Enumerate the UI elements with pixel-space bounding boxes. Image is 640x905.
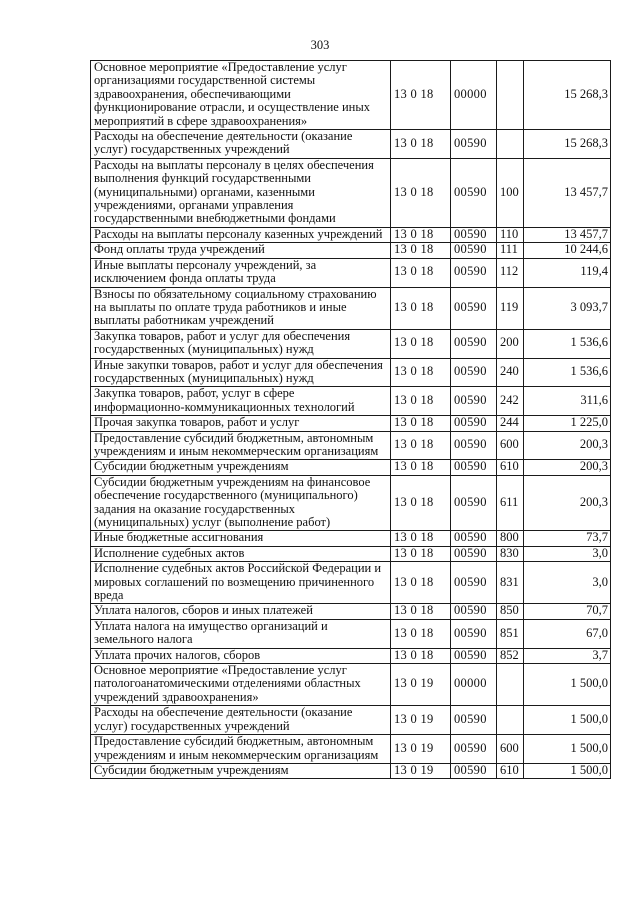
table-row xyxy=(91,158,611,227)
expense-type-code-cell: 800 xyxy=(497,531,524,546)
expense-direction-code-cell: 00590 xyxy=(451,287,497,329)
target-article-code-cell: 13 0 18 xyxy=(391,227,451,242)
target-article-code-cell: 13 0 18 xyxy=(391,619,451,648)
amount-cell: 67,0 xyxy=(524,619,611,648)
expense-direction-code-cell: 00590 xyxy=(451,158,497,227)
expense-type-code-cell: 100 xyxy=(497,158,524,227)
target-article-code-cell: 13 0 18 xyxy=(391,158,451,227)
target-article-code-cell: 13 0 19 xyxy=(391,664,451,706)
target-article-code-cell: 13 0 18 xyxy=(391,460,451,475)
amount-cell: 1 225,0 xyxy=(524,416,611,431)
expense-direction-code-cell: 00590 xyxy=(451,387,497,416)
budget-table xyxy=(90,60,611,779)
table-row xyxy=(91,358,611,387)
expense-direction-code-cell: 00590 xyxy=(451,648,497,663)
table-row xyxy=(91,604,611,619)
expense-type-code-cell: 850 xyxy=(497,604,524,619)
expense-type-code-cell: 111 xyxy=(497,243,524,258)
expense-direction-code-cell: 00590 xyxy=(451,329,497,358)
amount-cell: 13 457,7 xyxy=(524,158,611,227)
target-article-code-cell: 13 0 18 xyxy=(391,531,451,546)
amount-cell: 15 268,3 xyxy=(524,61,611,130)
table-row xyxy=(91,619,611,648)
expense-type-code-cell: 200 xyxy=(497,329,524,358)
row-name-cell: Закупка товаров, работ, услуг в сфере информационно-коммуникационных технологий xyxy=(91,387,391,416)
expense-direction-code-cell: 00590 xyxy=(451,243,497,258)
table-row xyxy=(91,531,611,546)
row-name-cell: Иные бюджетные ассигнования xyxy=(91,531,391,546)
amount-cell: 70,7 xyxy=(524,604,611,619)
table-row xyxy=(91,562,611,604)
row-name-cell: Прочая закупка товаров, работ и услуг xyxy=(91,416,391,431)
row-name-cell: Фонд оплаты труда учреждений xyxy=(91,243,391,258)
row-name-cell: Исполнение судебных актов xyxy=(91,546,391,561)
table-row xyxy=(91,460,611,475)
expense-direction-code-cell: 00590 xyxy=(451,531,497,546)
table-row xyxy=(91,61,611,130)
expense-type-code-cell xyxy=(497,706,524,735)
expense-direction-code-cell: 00590 xyxy=(451,763,497,778)
amount-cell: 3,0 xyxy=(524,562,611,604)
row-name-cell: Иные выплаты персоналу учреждений, за исключением фонда оплаты труда xyxy=(91,258,391,287)
amount-cell: 15 268,3 xyxy=(524,130,611,159)
row-name-cell: Расходы на выплаты персоналу в целях обеспечения выполнения функций государственными (муниципальными) органами, казенными учреждениями, органами управления государственными внебюджетными фондами xyxy=(91,158,391,227)
amount-cell: 200,3 xyxy=(524,460,611,475)
row-name-cell: Расходы на обеспечение деятельности (оказание услуг) государственных учреждений xyxy=(91,706,391,735)
table-row xyxy=(91,735,611,764)
row-name-cell: Предоставление субсидий бюджетным, автономным учреждениям и иным некоммерческим организациям xyxy=(91,735,391,764)
row-name-cell: Основное мероприятие «Предоставление услуг организациями государственной системы здравоохранения, обеспечивающими функционирование отрасли, и осуществление иных мероприятий в сфере здравоохранения» xyxy=(91,61,391,130)
target-article-code-cell: 13 0 18 xyxy=(391,258,451,287)
row-name-cell: Основное мероприятие «Предоставление услуг патологоанатомическими отделениями областных учреждений здравоохранения» xyxy=(91,664,391,706)
target-article-code-cell: 13 0 19 xyxy=(391,706,451,735)
table-row xyxy=(91,130,611,159)
row-name-cell: Расходы на обеспечение деятельности (оказание услуг) государственных учреждений xyxy=(91,130,391,159)
expense-type-code-cell: 242 xyxy=(497,387,524,416)
amount-cell: 1 500,0 xyxy=(524,706,611,735)
expense-direction-code-cell: 00590 xyxy=(451,258,497,287)
table-row xyxy=(91,664,611,706)
expense-type-code-cell: 244 xyxy=(497,416,524,431)
expense-type-code-cell: 830 xyxy=(497,546,524,561)
row-name-cell: Уплата налога на имущество организаций и земельного налога xyxy=(91,619,391,648)
amount-cell: 1 500,0 xyxy=(524,664,611,706)
row-name-cell: Субсидии бюджетным учреждениям xyxy=(91,460,391,475)
expense-direction-code-cell: 00590 xyxy=(451,735,497,764)
expense-direction-code-cell: 00590 xyxy=(451,604,497,619)
table-row xyxy=(91,706,611,735)
row-name-cell: Закупка товаров, работ и услуг для обеспечения государственных (муниципальных) нужд xyxy=(91,329,391,358)
page-number: 303 xyxy=(310,38,330,52)
expense-direction-code-cell: 00590 xyxy=(451,130,497,159)
amount-cell: 3 093,7 xyxy=(524,287,611,329)
table-row xyxy=(91,546,611,561)
amount-cell: 311,6 xyxy=(524,387,611,416)
target-article-code-cell: 13 0 18 xyxy=(391,546,451,561)
target-article-code-cell: 13 0 19 xyxy=(391,763,451,778)
table-row xyxy=(91,243,611,258)
table-row xyxy=(91,287,611,329)
expense-direction-code-cell: 00590 xyxy=(451,475,497,531)
target-article-code-cell: 13 0 18 xyxy=(391,243,451,258)
table-row xyxy=(91,431,611,460)
target-article-code-cell: 13 0 18 xyxy=(391,358,451,387)
row-name-cell: Уплата налогов, сборов и иных платежей xyxy=(91,604,391,619)
target-article-code-cell: 13 0 18 xyxy=(391,387,451,416)
target-article-code-cell: 13 0 18 xyxy=(391,648,451,663)
table-row xyxy=(91,329,611,358)
expense-direction-code-cell: 00590 xyxy=(451,562,497,604)
amount-cell: 3,0 xyxy=(524,546,611,561)
expense-type-code-cell xyxy=(497,61,524,130)
target-article-code-cell: 13 0 18 xyxy=(391,287,451,329)
amount-cell: 1 500,0 xyxy=(524,763,611,778)
row-name-cell: Иные закупки товаров, работ и услуг для обеспечения государственных (муниципальных) нужд xyxy=(91,358,391,387)
amount-cell: 10 244,6 xyxy=(524,243,611,258)
amount-cell: 200,3 xyxy=(524,431,611,460)
amount-cell: 3,7 xyxy=(524,648,611,663)
target-article-code-cell: 13 0 18 xyxy=(391,604,451,619)
row-name-cell: Расходы на выплаты персоналу казенных учреждений xyxy=(91,227,391,242)
target-article-code-cell: 13 0 18 xyxy=(391,475,451,531)
target-article-code-cell: 13 0 18 xyxy=(391,416,451,431)
expense-direction-code-cell: 00590 xyxy=(451,227,497,242)
row-name-cell: Уплата прочих налогов, сборов xyxy=(91,648,391,663)
amount-cell: 13 457,7 xyxy=(524,227,611,242)
amount-cell: 1 500,0 xyxy=(524,735,611,764)
table-row xyxy=(91,258,611,287)
expense-direction-code-cell: 00000 xyxy=(451,664,497,706)
amount-cell: 200,3 xyxy=(524,475,611,531)
table-row xyxy=(91,475,611,531)
target-article-code-cell: 13 0 18 xyxy=(391,562,451,604)
expense-type-code-cell xyxy=(497,130,524,159)
amount-cell: 119,4 xyxy=(524,258,611,287)
table-row xyxy=(91,227,611,242)
expense-direction-code-cell: 00590 xyxy=(451,619,497,648)
expense-type-code-cell xyxy=(497,664,524,706)
table-row xyxy=(91,387,611,416)
expense-type-code-cell: 119 xyxy=(497,287,524,329)
target-article-code-cell: 13 0 18 xyxy=(391,61,451,130)
expense-direction-code-cell: 00590 xyxy=(451,416,497,431)
target-article-code-cell: 13 0 18 xyxy=(391,431,451,460)
expense-type-code-cell: 110 xyxy=(497,227,524,242)
expense-type-code-cell: 852 xyxy=(497,648,524,663)
expense-type-code-cell: 851 xyxy=(497,619,524,648)
expense-type-code-cell: 610 xyxy=(497,460,524,475)
row-name-cell: Предоставление субсидий бюджетным, автономным учреждениям и иным некоммерческим организациям xyxy=(91,431,391,460)
expense-type-code-cell: 831 xyxy=(497,562,524,604)
amount-cell: 1 536,6 xyxy=(524,329,611,358)
budget-table-body xyxy=(91,61,611,779)
expense-type-code-cell: 600 xyxy=(497,735,524,764)
target-article-code-cell: 13 0 18 xyxy=(391,329,451,358)
expense-type-code-cell: 600 xyxy=(497,431,524,460)
row-name-cell: Взносы по обязательному социальному страхованию на выплаты по оплате труда работников и иные выплаты работникам учреждений xyxy=(91,287,391,329)
expense-type-code-cell: 610 xyxy=(497,763,524,778)
target-article-code-cell: 13 0 19 xyxy=(391,735,451,764)
amount-cell: 1 536,6 xyxy=(524,358,611,387)
expense-direction-code-cell: 00590 xyxy=(451,546,497,561)
expense-direction-code-cell: 00590 xyxy=(451,460,497,475)
expense-direction-code-cell: 00000 xyxy=(451,61,497,130)
row-name-cell: Субсидии бюджетным учреждениям на финансовое обеспечение государственного (муниципального) задания на оказание государственных (муниципальных) услуг (выполнение работ) xyxy=(91,475,391,531)
row-name-cell: Исполнение судебных актов Российской Федерации и мировых соглашений по возмещению причиненного вреда xyxy=(91,562,391,604)
expense-type-code-cell: 112 xyxy=(497,258,524,287)
table-row xyxy=(91,416,611,431)
expense-direction-code-cell: 00590 xyxy=(451,431,497,460)
expense-direction-code-cell: 00590 xyxy=(451,358,497,387)
expense-type-code-cell: 611 xyxy=(497,475,524,531)
row-name-cell: Субсидии бюджетным учреждениям xyxy=(91,763,391,778)
amount-cell: 73,7 xyxy=(524,531,611,546)
expense-type-code-cell: 240 xyxy=(497,358,524,387)
table-row xyxy=(91,648,611,663)
target-article-code-cell: 13 0 18 xyxy=(391,130,451,159)
expense-direction-code-cell: 00590 xyxy=(451,706,497,735)
table-row xyxy=(91,763,611,778)
